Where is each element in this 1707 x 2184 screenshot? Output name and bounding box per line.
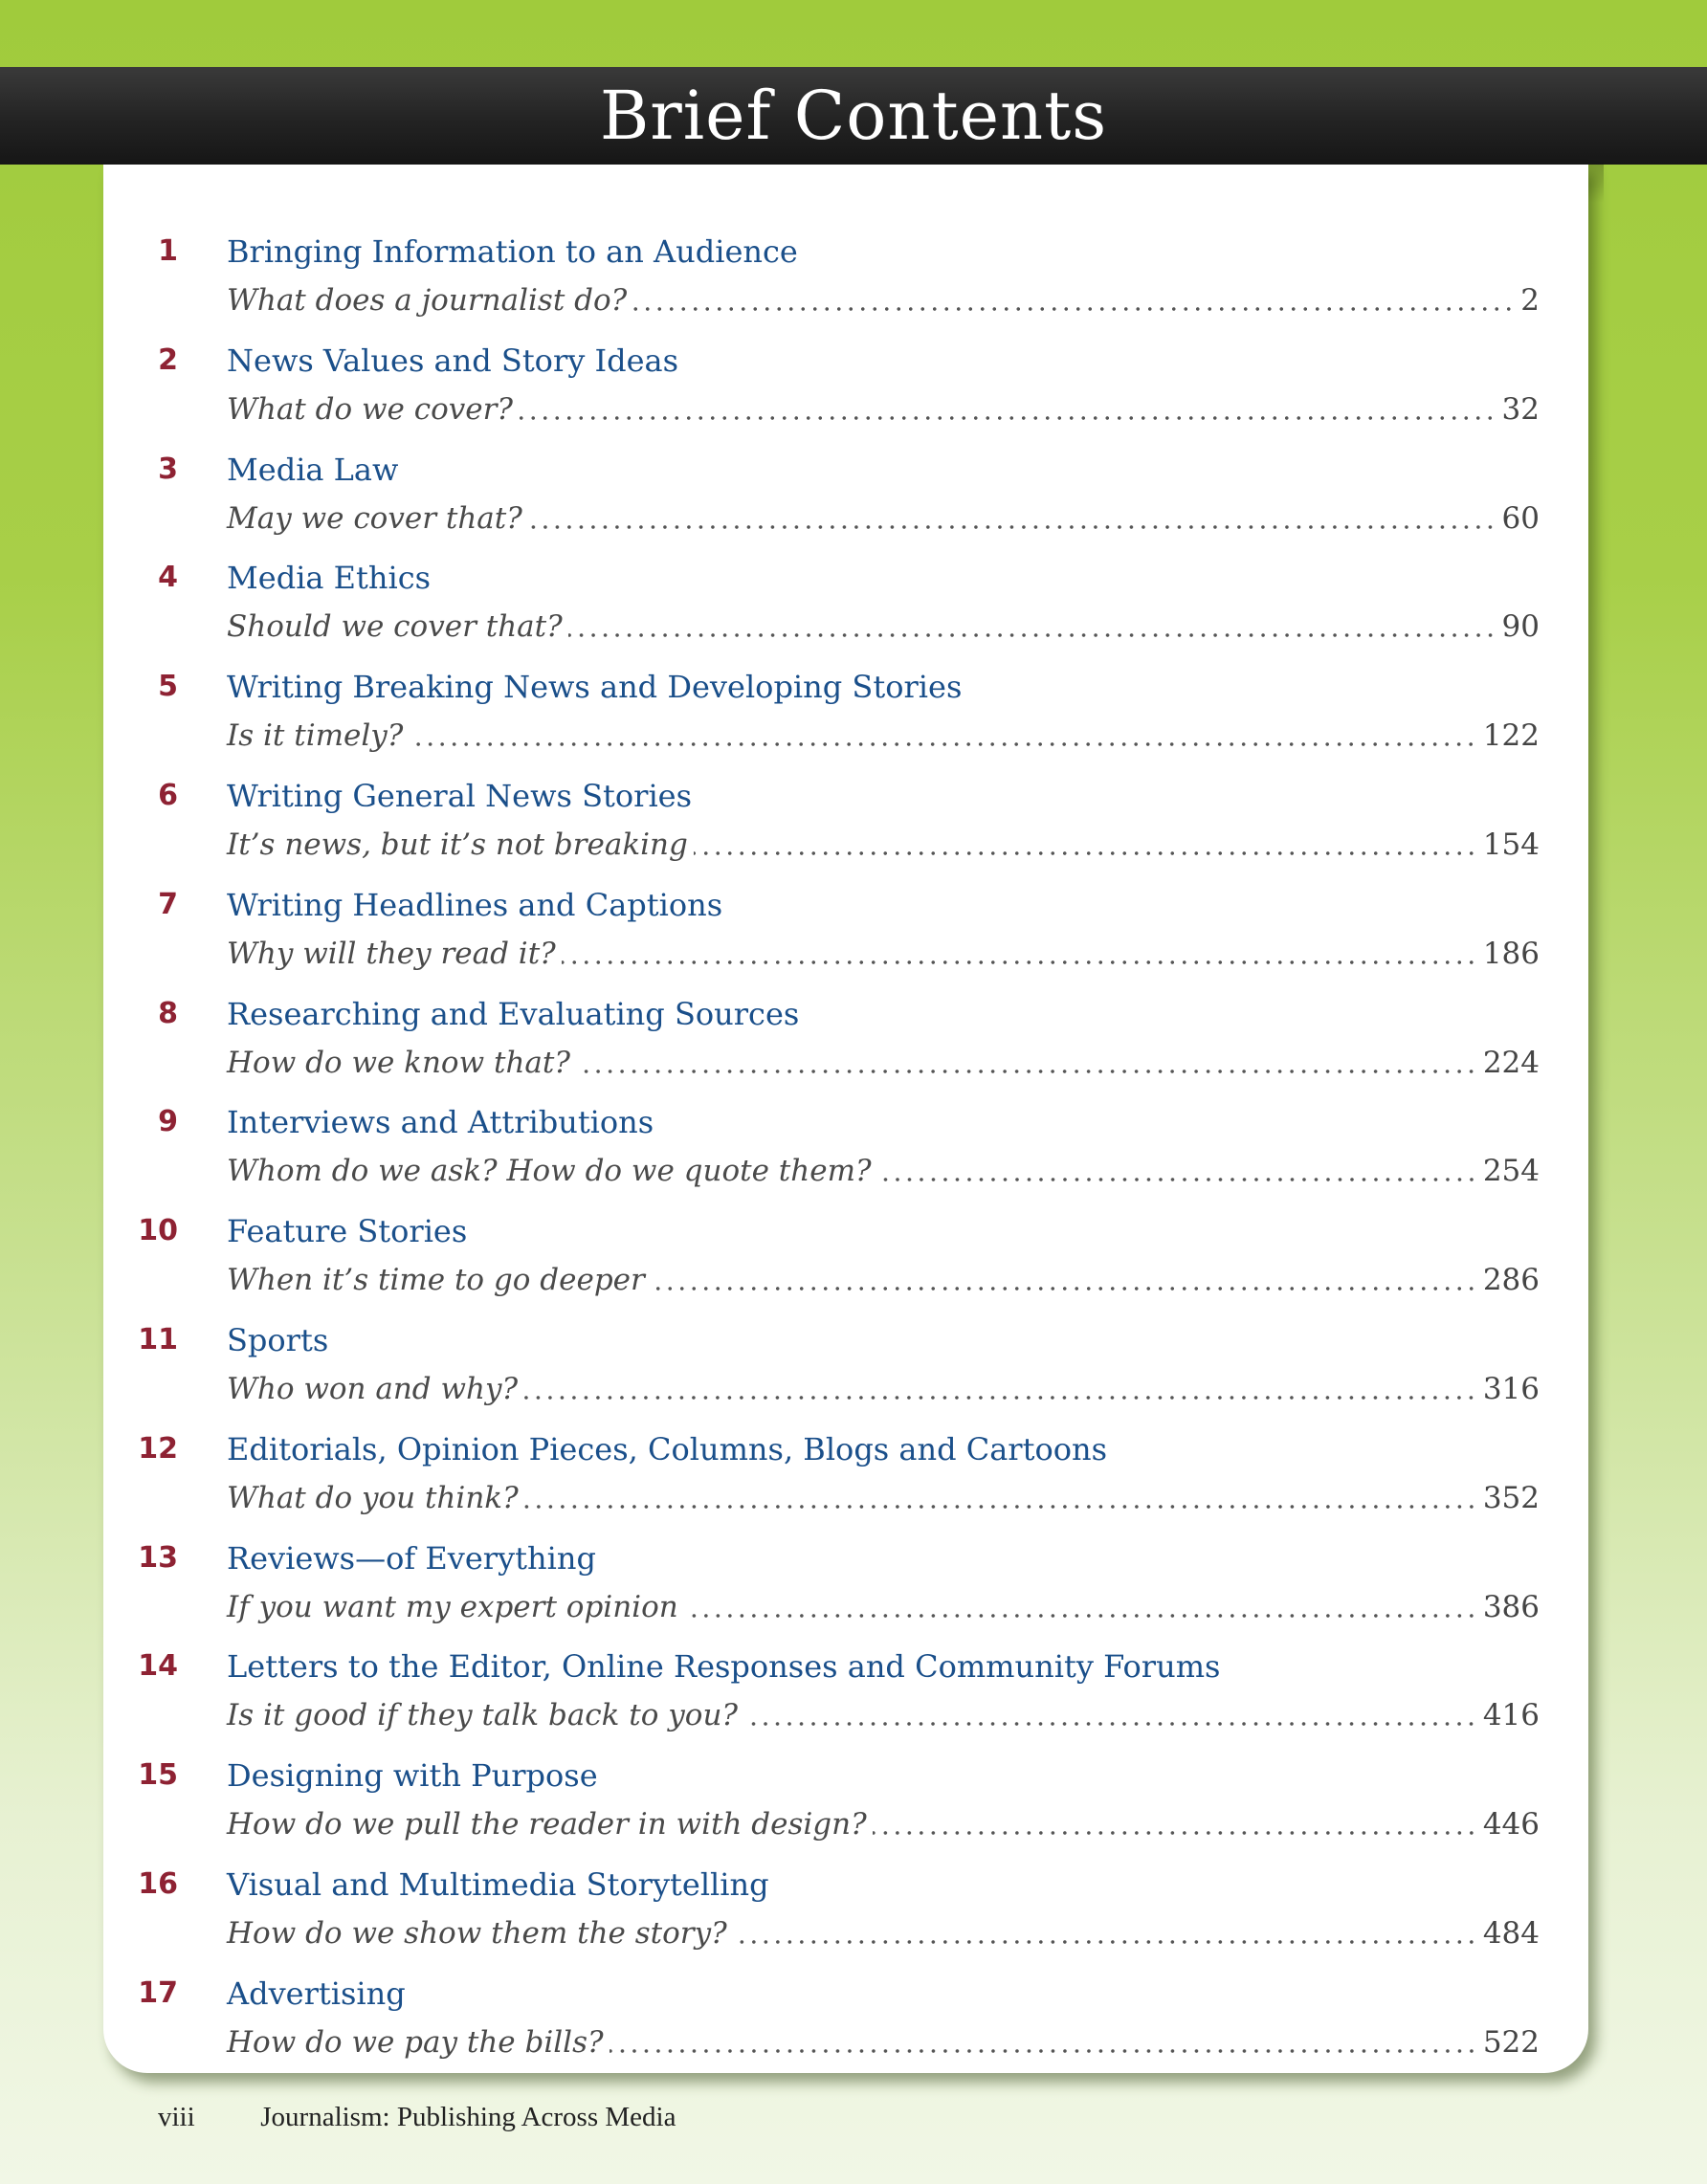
- chapter-subtitle: Should we cover that?: [227, 609, 563, 645]
- chapter-subline: [227, 390, 1540, 429]
- chapter-title[interactable]: Reviews—of Everything: [227, 1539, 596, 1577]
- chapter-subline: [227, 499, 1540, 538]
- dot-leader: [562, 960, 1477, 964]
- chapter-number: 11: [138, 1323, 178, 1357]
- page-number[interactable]: 32: [1501, 391, 1540, 427]
- chapter-title[interactable]: Interviews and Attributions: [227, 1104, 654, 1141]
- book-title: Journalism: Publishing Across Media: [260, 2102, 676, 2132]
- page-number[interactable]: 122: [1482, 718, 1540, 754]
- page-number[interactable]: 254: [1482, 1154, 1540, 1189]
- chapter-subline: [227, 281, 1540, 320]
- chapter-title[interactable]: Writing Headlines and Captions: [227, 886, 723, 923]
- chapter-number: 9: [158, 1105, 178, 1139]
- chapter-title[interactable]: Visual and Multimedia Storytelling: [227, 1866, 769, 1903]
- chapter-number: 17: [138, 1975, 178, 2010]
- chapter-title[interactable]: Designing with Purpose: [227, 1757, 598, 1795]
- chapter-subtitle: Is it timely?: [227, 718, 404, 754]
- dot-leader: [610, 2049, 1477, 2053]
- chapter-subtitle: How do we show them the story?: [227, 1916, 727, 1951]
- chapter-subline: [227, 717, 1540, 755]
- page-number[interactable]: 154: [1482, 827, 1540, 862]
- toc-entry[interactable]: [103, 1104, 1588, 1213]
- page-number[interactable]: 416: [1482, 1698, 1540, 1733]
- chapter-title[interactable]: Editorials, Opinion Pieces, Columns, Blogs and Cartoons: [227, 1430, 1108, 1467]
- dot-leader: [873, 1831, 1477, 1835]
- chapter-title[interactable]: Feature Stories: [227, 1213, 468, 1250]
- toc-entry[interactable]: [103, 452, 1588, 561]
- dot-leader: [694, 851, 1477, 855]
- chapter-subline: [227, 1479, 1540, 1517]
- dot-leader: [523, 1396, 1477, 1400]
- chapter-number: 16: [138, 1867, 178, 1901]
- toc-entry[interactable]: [103, 1866, 1588, 1975]
- page-folio: viii: [158, 2102, 195, 2132]
- page-number[interactable]: 224: [1482, 1045, 1540, 1080]
- dot-leader: [528, 525, 1496, 529]
- chapter-subline: [227, 826, 1540, 864]
- chapter-subline: [227, 935, 1540, 973]
- page-number[interactable]: 386: [1482, 1589, 1540, 1624]
- page-number[interactable]: 446: [1482, 1807, 1540, 1842]
- dot-leader: [409, 742, 1476, 746]
- chapter-subtitle: It’s news, but it’s not breaking: [227, 827, 688, 862]
- toc-entry[interactable]: [103, 669, 1588, 778]
- dot-leader: [733, 1940, 1477, 1944]
- chapter-title[interactable]: Media Law: [227, 451, 399, 488]
- chapter-subline: [227, 1696, 1540, 1734]
- chapter-title[interactable]: Advertising: [227, 1974, 406, 2012]
- toc-entry[interactable]: [103, 233, 1588, 342]
- chapter-subline: [227, 1152, 1540, 1190]
- chapter-subtitle: What do you think?: [227, 1480, 519, 1515]
- toc-entry[interactable]: [103, 1975, 1588, 2085]
- chapter-subtitle: How do we know that?: [227, 1045, 570, 1080]
- chapter-subtitle: How do we pull the reader in with design?: [227, 1807, 867, 1842]
- chapter-subtitle: What do we cover?: [227, 391, 514, 427]
- chapter-subline: [227, 607, 1540, 646]
- chapter-subtitle: May we cover that?: [227, 500, 522, 536]
- chapter-subline: [227, 1588, 1540, 1626]
- chapter-subline: [227, 1370, 1540, 1408]
- chapter-number: 10: [138, 1214, 178, 1248]
- chapter-title[interactable]: Letters to the Editor, Online Responses and Community Forums: [227, 1648, 1221, 1686]
- chapter-subtitle: What does a journalist do?: [227, 283, 628, 318]
- chapter-subline: [227, 1261, 1540, 1299]
- chapter-subtitle: How do we pay the bills?: [227, 2024, 604, 2060]
- page-number[interactable]: 286: [1482, 1263, 1540, 1298]
- chapter-number: 15: [138, 1758, 178, 1793]
- title-bar: [0, 67, 1707, 165]
- chapter-number: 7: [158, 887, 178, 921]
- chapter-subtitle: Who won and why?: [227, 1372, 519, 1406]
- toc-entry[interactable]: [103, 342, 1588, 452]
- dot-leader: [519, 416, 1496, 420]
- chapter-number: 13: [138, 1540, 178, 1575]
- page-number[interactable]: 316: [1482, 1372, 1540, 1406]
- page-number[interactable]: 90: [1501, 609, 1540, 645]
- dot-leader: [651, 1287, 1477, 1291]
- chapter-number: 5: [158, 670, 178, 704]
- toc-entry[interactable]: [103, 1648, 1588, 1757]
- chapter-number: 2: [158, 342, 178, 377]
- chapter-title[interactable]: Media Ethics: [227, 560, 432, 597]
- page-footer: [158, 2098, 676, 2136]
- toc-entry[interactable]: [103, 1213, 1588, 1322]
- chapter-number: 4: [158, 561, 178, 595]
- chapter-title[interactable]: Researching and Evaluating Sources: [227, 995, 800, 1032]
- toc-entry[interactable]: [103, 1540, 1588, 1649]
- chapter-subtitle: Whom do we ask? How do we quote them?: [227, 1154, 872, 1189]
- chapter-subtitle: Why will they read it?: [227, 936, 556, 971]
- page-number[interactable]: 484: [1482, 1916, 1540, 1951]
- chapter-title[interactable]: Bringing Information to an Audience: [227, 233, 798, 270]
- dot-leader: [568, 633, 1496, 637]
- toc-entry[interactable]: [103, 1322, 1588, 1431]
- page-title: Brief Contents: [599, 77, 1108, 155]
- page-number[interactable]: 186: [1482, 936, 1540, 971]
- toc-entry[interactable]: [103, 560, 1588, 669]
- chapter-number: 8: [158, 996, 178, 1030]
- chapter-number: 6: [158, 779, 178, 812]
- chapter-subtitle: When it’s time to go deeper: [227, 1263, 645, 1298]
- dot-leader: [576, 1070, 1477, 1073]
- toc-entry[interactable]: [103, 778, 1588, 887]
- page-number[interactable]: 522: [1482, 2024, 1540, 2060]
- chapter-title[interactable]: Writing General News Stories: [227, 778, 693, 814]
- chapter-title[interactable]: Writing Breaking News and Developing Stories: [227, 669, 963, 706]
- dot-leader: [524, 1505, 1477, 1509]
- chapter-number: 12: [138, 1431, 178, 1466]
- chapter-subline: [227, 1044, 1540, 1082]
- chapter-number: 3: [158, 452, 178, 486]
- dot-leader: [877, 1178, 1477, 1181]
- chapter-subtitle: If you want my expert opinion: [227, 1589, 678, 1624]
- chapter-title[interactable]: News Values and Story Ideas: [227, 342, 679, 379]
- toc-entry[interactable]: [103, 996, 1588, 1105]
- chapter-subline: [227, 1805, 1540, 1843]
- contents-panel: [103, 165, 1588, 2073]
- chapter-title[interactable]: Sports: [227, 1322, 329, 1358]
- chapter-subtitle: Is it good if they talk back to you?: [227, 1698, 739, 1733]
- chapter-number: 1: [158, 234, 178, 268]
- toc-entry[interactable]: [103, 887, 1588, 996]
- dot-leader: [632, 307, 1515, 311]
- chapter-subline: [227, 2023, 1540, 2062]
- page-number[interactable]: 60: [1501, 500, 1540, 536]
- toc-entry[interactable]: [103, 1757, 1588, 1866]
- dot-leader: [743, 1722, 1477, 1726]
- page-number[interactable]: 352: [1482, 1480, 1540, 1515]
- page-number[interactable]: 2: [1520, 283, 1540, 318]
- dot-leader: [684, 1614, 1477, 1618]
- toc-entry[interactable]: [103, 1431, 1588, 1540]
- chapter-subline: [227, 1914, 1540, 1952]
- chapter-number: 14: [138, 1649, 178, 1684]
